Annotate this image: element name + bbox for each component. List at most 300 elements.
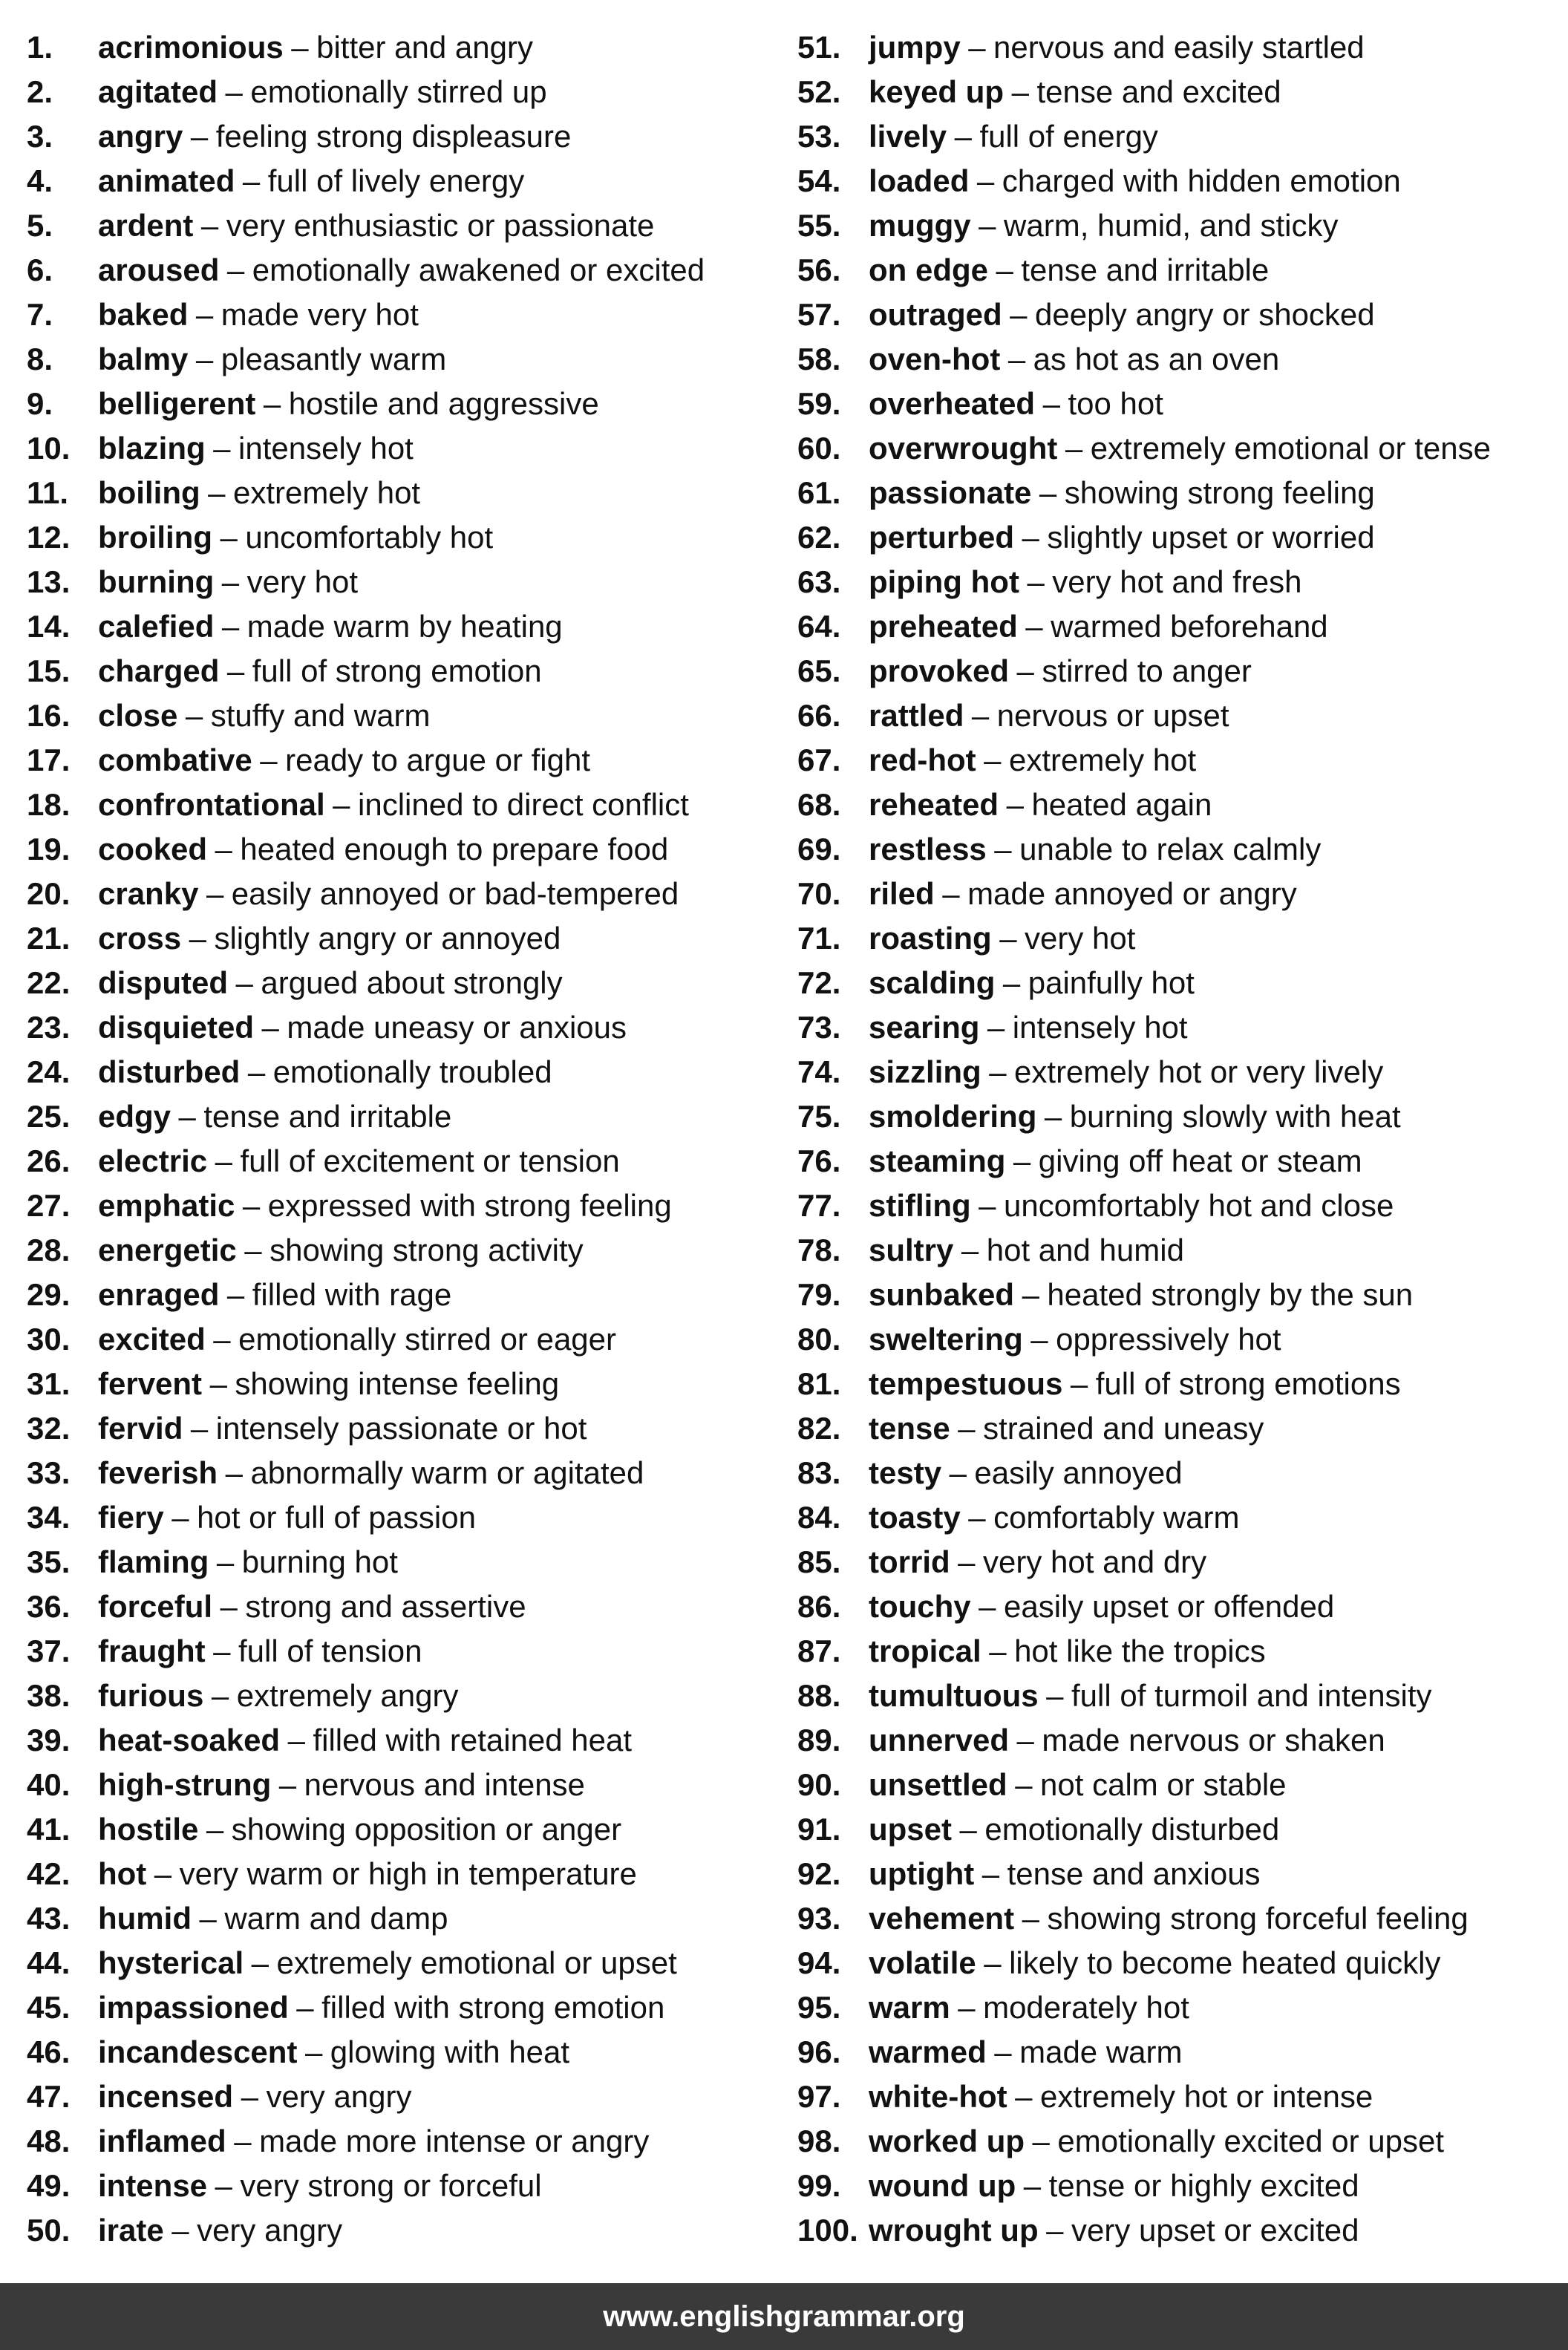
entry-number: 97. [797, 2079, 841, 2114]
list-item [797, 426, 1562, 471]
entry-definition: made warm [1019, 2034, 1183, 2069]
entry-text [869, 337, 1279, 382]
entry-definition: too hot [1068, 386, 1163, 421]
entry-separator: – [1015, 1767, 1033, 1802]
entry-number: 32. [27, 1411, 71, 1446]
list-item [797, 159, 1562, 203]
list-item [27, 1985, 777, 2030]
entry-text [869, 604, 1328, 649]
entry-number: 70. [797, 876, 841, 911]
entry-word: cooked [98, 832, 208, 866]
entry-definition: hot like the tropics [1014, 1633, 1266, 1668]
entry-separator: – [333, 787, 350, 822]
entry-separator: – [235, 965, 253, 1000]
list-item [797, 1139, 1562, 1184]
entry-number: 22. [27, 965, 71, 1000]
entry-separator: – [1030, 1322, 1048, 1357]
entry-definition: emotionally stirred or eager [238, 1322, 617, 1357]
entry-number: 33. [27, 1455, 71, 1490]
list-item [797, 1184, 1562, 1228]
entry-text [98, 827, 668, 872]
entry-separator: – [1013, 1143, 1031, 1178]
entry-definition: full of strong emotions [1095, 1366, 1401, 1401]
entry-definition: showing strong feeling [1064, 475, 1375, 510]
entry-number: 4. [27, 163, 53, 198]
entry-definition: very hot [246, 564, 359, 599]
entry-definition: stirred to anger [1042, 653, 1252, 688]
entry-number: 41. [27, 1812, 71, 1847]
entry-definition: very angry [197, 2213, 343, 2248]
entry-word: rattled [869, 698, 964, 733]
list-item [797, 1718, 1562, 1763]
entry-number: 40. [27, 1767, 71, 1802]
entry-separator: – [1044, 1099, 1062, 1134]
entry-number: 38. [27, 1678, 71, 1713]
entry-separator: – [968, 1500, 986, 1535]
entry-text [869, 693, 1229, 738]
entry-text [98, 1139, 620, 1184]
entry-definition: extremely angry [236, 1678, 459, 1713]
entry-text [98, 2164, 542, 2208]
list-item [27, 2119, 777, 2164]
entry-text [869, 1406, 1264, 1451]
list-item [27, 1050, 777, 1094]
entry-number: 15. [27, 653, 71, 688]
entry-definition: made nervous or shaken [1042, 1723, 1385, 1757]
entry-text [98, 337, 446, 382]
list-item [797, 961, 1562, 1005]
entry-definition: intensely passionate or hot [215, 1411, 587, 1446]
entry-text [98, 1807, 621, 1852]
list-item [797, 1763, 1562, 1807]
entry-definition: intensely hot [238, 431, 414, 466]
entry-word: overheated [869, 386, 1036, 421]
entry-separator: – [1016, 653, 1034, 688]
entry-definition: full of lively energy [267, 163, 525, 198]
entry-definition: showing strong forceful feeling [1047, 1901, 1469, 1936]
list-item [27, 2208, 777, 2253]
entry-definition: full of excitement or tension [240, 1143, 620, 1178]
list-item [27, 649, 777, 693]
footer-bar [0, 2283, 1568, 2350]
entry-separator: – [1025, 609, 1043, 644]
entry-word: flaming [98, 1544, 209, 1579]
entry-word: sultry [869, 1233, 954, 1267]
entry-text [98, 916, 561, 961]
entry-text [98, 114, 571, 159]
entry-text [869, 2075, 1373, 2119]
entry-text [869, 1273, 1413, 1317]
list-item [27, 1451, 777, 1495]
entry-separator: – [989, 1633, 1007, 1668]
entry-separator: – [989, 1054, 1007, 1089]
entry-number: 28. [27, 1233, 71, 1267]
entry-text [98, 1985, 664, 2030]
entry-separator: – [984, 1945, 1002, 1980]
list-item [27, 2030, 777, 2075]
entry-text [98, 1406, 587, 1451]
entry-separator: – [1046, 2213, 1064, 2248]
entry-definition: showing strong activity [270, 1233, 584, 1267]
list-item [27, 1807, 777, 1852]
entry-definition: ready to argue or fight [285, 742, 591, 777]
entry-word: energetic [98, 1233, 237, 1267]
entry-separator: – [221, 564, 240, 599]
entry-number: 94. [797, 1945, 841, 1980]
entry-separator: – [195, 297, 214, 332]
list-item [27, 1406, 777, 1451]
entry-number: 86. [797, 1589, 841, 1624]
list-item [27, 1718, 777, 1763]
entry-separator: – [996, 252, 1013, 287]
entry-separator: – [209, 1366, 227, 1401]
entry-separator: – [190, 119, 209, 154]
entry-definition: hot and humid [986, 1233, 1184, 1267]
entry-separator: – [221, 609, 240, 644]
entry-text [869, 471, 1375, 515]
entry-separator: – [958, 1990, 976, 2025]
list-item [27, 293, 777, 337]
list-item [27, 1228, 777, 1273]
entry-definition: very hot and fresh [1052, 564, 1302, 599]
list-item [27, 1317, 777, 1362]
list-item [27, 916, 777, 961]
entry-word: provoked [869, 653, 1010, 688]
list-item [797, 1852, 1562, 1896]
entry-text [98, 1451, 644, 1495]
entry-separator: – [206, 1812, 224, 1847]
entry-separator: – [199, 1901, 217, 1936]
entry-separator: – [241, 2079, 258, 2114]
entry-number: 59. [797, 386, 841, 421]
entry-definition: heated strongly by the sun [1047, 1277, 1414, 1312]
entry-number: 21. [27, 921, 71, 956]
entry-word: piping hot [869, 564, 1019, 599]
entry-text [869, 1807, 1279, 1852]
entry-number: 69. [797, 832, 841, 866]
entry-number: 16. [27, 698, 71, 733]
entry-text [98, 2119, 649, 2164]
entry-text [98, 738, 590, 783]
entry-text [869, 961, 1195, 1005]
entry-word: lively [869, 119, 947, 154]
entry-text [98, 1540, 398, 1584]
entry-text [98, 1495, 476, 1540]
entry-separator: – [968, 30, 986, 65]
entry-word: disquieted [98, 1010, 255, 1045]
entry-number: 46. [27, 2034, 71, 2069]
list-item [27, 1629, 777, 1674]
entry-word: impassioned [98, 1990, 289, 2025]
entry-number: 54. [797, 163, 841, 198]
entry-text [869, 827, 1321, 872]
entry-text [869, 1896, 1469, 1941]
entry-text [98, 1050, 552, 1094]
entry-text [869, 2030, 1183, 2075]
entry-word: touchy [869, 1589, 971, 1624]
entry-text [869, 1852, 1261, 1896]
entry-number: 73. [797, 1010, 841, 1045]
entry-number: 18. [27, 787, 71, 822]
entry-separator: – [979, 1188, 996, 1223]
entry-definition: hostile and aggressive [288, 386, 599, 421]
entry-word: hot [98, 1856, 147, 1891]
entry-word: roasting [869, 921, 992, 956]
list-item [27, 1184, 777, 1228]
entry-number: 29. [27, 1277, 71, 1312]
entry-separator: – [1070, 1366, 1088, 1401]
footer-website-link[interactable]: www.englishgrammar.org [603, 2300, 965, 2333]
entry-text [98, 1005, 627, 1050]
entry-text [869, 649, 1252, 693]
entry-separator: – [959, 1812, 977, 1847]
entry-word: tumultuous [869, 1678, 1039, 1713]
entry-separator: – [213, 431, 231, 466]
entry-separator: – [154, 1856, 172, 1891]
entry-word: combative [98, 742, 252, 777]
entry-definition: slightly angry or annoyed [214, 921, 561, 956]
entry-word: searing [869, 1010, 980, 1045]
list-item [27, 1273, 777, 1317]
entry-separator: – [242, 163, 261, 198]
entry-separator: – [1039, 475, 1057, 510]
entry-word: tense [869, 1411, 950, 1446]
entry-text [98, 426, 414, 471]
entry-word: oven-hot [869, 342, 1001, 376]
entry-text [869, 25, 1365, 70]
list-item [797, 1451, 1562, 1495]
entry-word: warm [869, 1990, 950, 2025]
entry-definition: abnormally warm or agitated [250, 1455, 644, 1490]
entry-separator: – [987, 1010, 1005, 1045]
entry-word: torrid [869, 1544, 950, 1579]
entry-word: feverish [98, 1455, 218, 1490]
entry-number: 24. [27, 1054, 71, 1089]
entry-separator: – [261, 1010, 279, 1045]
list-item [27, 2164, 777, 2208]
entry-separator: – [225, 1455, 243, 1490]
entry-number: 23. [27, 1010, 71, 1045]
entry-definition: made annoyed or angry [967, 876, 1297, 911]
entry-separator: – [1007, 342, 1026, 376]
entry-definition: extremely hot or intense [1039, 2079, 1373, 2114]
entry-word: unsettled [869, 1767, 1007, 1802]
entry-text [98, 1362, 559, 1406]
entry-text [869, 916, 1135, 961]
entry-text [98, 693, 430, 738]
entry-word: riled [869, 876, 935, 911]
entry-definition: made warm by heating [246, 609, 563, 644]
entry-number: 9. [27, 386, 53, 421]
entry-text [98, 783, 689, 827]
entry-text [98, 1094, 451, 1139]
entry-number: 87. [797, 1633, 841, 1668]
list-item [797, 2119, 1562, 2164]
entry-definition: emotionally disturbed [984, 1812, 1280, 1847]
entry-number: 11. [27, 475, 69, 510]
list-item [797, 2164, 1562, 2208]
entry-number: 31. [27, 1366, 71, 1401]
entry-separator: – [949, 1455, 967, 1490]
entry-definition: made very hot [220, 297, 419, 332]
list-item [797, 1540, 1562, 1584]
entry-text [98, 2030, 569, 2075]
entry-separator: – [260, 742, 278, 777]
list-item [797, 1674, 1562, 1718]
entry-text [869, 1584, 1334, 1629]
entry-number: 71. [797, 921, 841, 956]
entry-separator: – [213, 1633, 231, 1668]
entry-number: 26. [27, 1143, 71, 1178]
list-item [27, 471, 777, 515]
list-item [797, 114, 1562, 159]
entry-separator: – [172, 1500, 189, 1535]
entry-number: 14. [27, 609, 71, 644]
entry-number: 80. [797, 1322, 841, 1357]
entry-number: 89. [797, 1723, 841, 1757]
entry-text [869, 1362, 1401, 1406]
entry-number: 17. [27, 742, 71, 777]
entry-separator: – [225, 74, 243, 109]
entry-text [98, 1852, 637, 1896]
entry-word: furious [98, 1678, 204, 1713]
entry-word: upset [869, 1812, 953, 1847]
list-item [797, 25, 1562, 70]
entry-number: 88. [797, 1678, 841, 1713]
list-item [27, 248, 777, 293]
entry-separator: – [1011, 74, 1029, 109]
entry-separator: – [208, 475, 226, 510]
entry-text [98, 70, 547, 114]
entry-number: 92. [797, 1856, 841, 1891]
list-item [27, 1584, 777, 1629]
entry-separator: – [247, 1054, 266, 1089]
entry-word: hostile [98, 1812, 199, 1847]
entry-separator: – [220, 520, 238, 555]
list-item [797, 1273, 1562, 1317]
entry-definition: emotionally excited or upset [1057, 2124, 1445, 2158]
entry-word: burning [98, 564, 215, 599]
entry-number: 13. [27, 564, 71, 599]
entry-definition: very hot [1025, 921, 1136, 956]
entry-text [98, 1674, 458, 1718]
entry-number: 19. [27, 832, 71, 866]
entry-number: 1. [27, 30, 53, 65]
list-item [797, 1896, 1562, 1941]
entry-word: jumpy [869, 30, 961, 65]
entry-word: fervent [98, 1366, 203, 1401]
entry-definition: made more intense or angry [259, 2124, 650, 2158]
entry-definition: tense and irritable [1021, 252, 1270, 287]
entry-definition: strained and uneasy [983, 1411, 1264, 1446]
entry-number: 5. [27, 208, 53, 243]
entry-definition: moderately hot [983, 1990, 1189, 2025]
entry-text [98, 25, 533, 70]
entry-separator: – [226, 653, 245, 688]
entry-definition: emotionally troubled [272, 1054, 552, 1089]
entry-definition: very hot and dry [983, 1544, 1207, 1579]
entry-definition: slightly upset or worried [1047, 520, 1375, 555]
entry-separator: – [215, 832, 232, 866]
entry-definition: tense and excited [1036, 74, 1281, 109]
entry-definition: very enthusiastic or passionate [226, 208, 655, 243]
list-item [27, 25, 777, 70]
entry-definition: tense and irritable [203, 1099, 452, 1134]
entry-number: 10. [27, 431, 71, 466]
entry-text [98, 293, 419, 337]
entry-definition: hot or full of passion [197, 1500, 476, 1535]
entry-separator: – [291, 30, 309, 65]
entry-text [869, 1184, 1394, 1228]
entry-text [98, 1941, 677, 1985]
entry-number: 52. [797, 74, 841, 109]
entry-separator: – [1002, 965, 1021, 1000]
entry-word: agitated [98, 74, 218, 109]
entry-text [869, 1495, 1239, 1540]
entry-text [869, 1718, 1385, 1763]
list-item [27, 783, 777, 827]
entry-number: 58. [797, 342, 841, 376]
entry-number: 62. [797, 520, 841, 555]
entry-word: outraged [869, 297, 1002, 332]
list-item [27, 1139, 777, 1184]
entry-word: ardent [98, 208, 194, 243]
entry-text [869, 1139, 1362, 1184]
entry-word: fraught [98, 1633, 206, 1668]
entry-number: 12. [27, 520, 71, 555]
entry-word: fervid [98, 1411, 183, 1446]
entry-word: disturbed [98, 1054, 241, 1089]
entry-text [98, 248, 705, 293]
entry-text [98, 382, 599, 426]
entry-word: balmy [98, 342, 189, 376]
entry-word: enraged [98, 1277, 220, 1312]
entry-number: 39. [27, 1723, 71, 1757]
entry-separator: – [979, 208, 996, 243]
entry-definition: nervous and easily startled [993, 30, 1365, 65]
entry-separator: – [1032, 2124, 1050, 2158]
entry-definition: inclined to direct conflict [358, 787, 689, 822]
list-item [797, 560, 1562, 604]
entry-separator: – [185, 698, 203, 733]
entry-number: 68. [797, 787, 841, 822]
entry-word: humid [98, 1901, 192, 1936]
list-item [27, 337, 777, 382]
entry-word: wound up [869, 2168, 1016, 2203]
entry-definition: extremely emotional or upset [276, 1945, 677, 1980]
entry-word: forceful [98, 1589, 213, 1624]
list-item [27, 872, 777, 916]
list-item [797, 1362, 1562, 1406]
entry-definition: unable to relax calmly [1019, 832, 1322, 866]
list-item [797, 248, 1562, 293]
entry-text [869, 2208, 1359, 2253]
entry-definition: full of tension [238, 1633, 422, 1668]
entry-definition: warmed beforehand [1051, 609, 1328, 644]
entry-word: confrontational [98, 787, 325, 822]
entry-definition: extremely emotional or tense [1090, 431, 1491, 466]
entry-word: preheated [869, 609, 1018, 644]
entry-word: perturbed [869, 520, 1015, 555]
entry-word: worked up [869, 2124, 1025, 2158]
entry-definition: easily upset or offended [1004, 1589, 1335, 1624]
entry-word: aroused [98, 252, 220, 287]
entry-word: fiery [98, 1500, 164, 1535]
entry-number: 49. [27, 2168, 71, 2203]
entry-number: 66. [797, 698, 841, 733]
entry-text [869, 1985, 1189, 2030]
list-item [797, 738, 1562, 783]
